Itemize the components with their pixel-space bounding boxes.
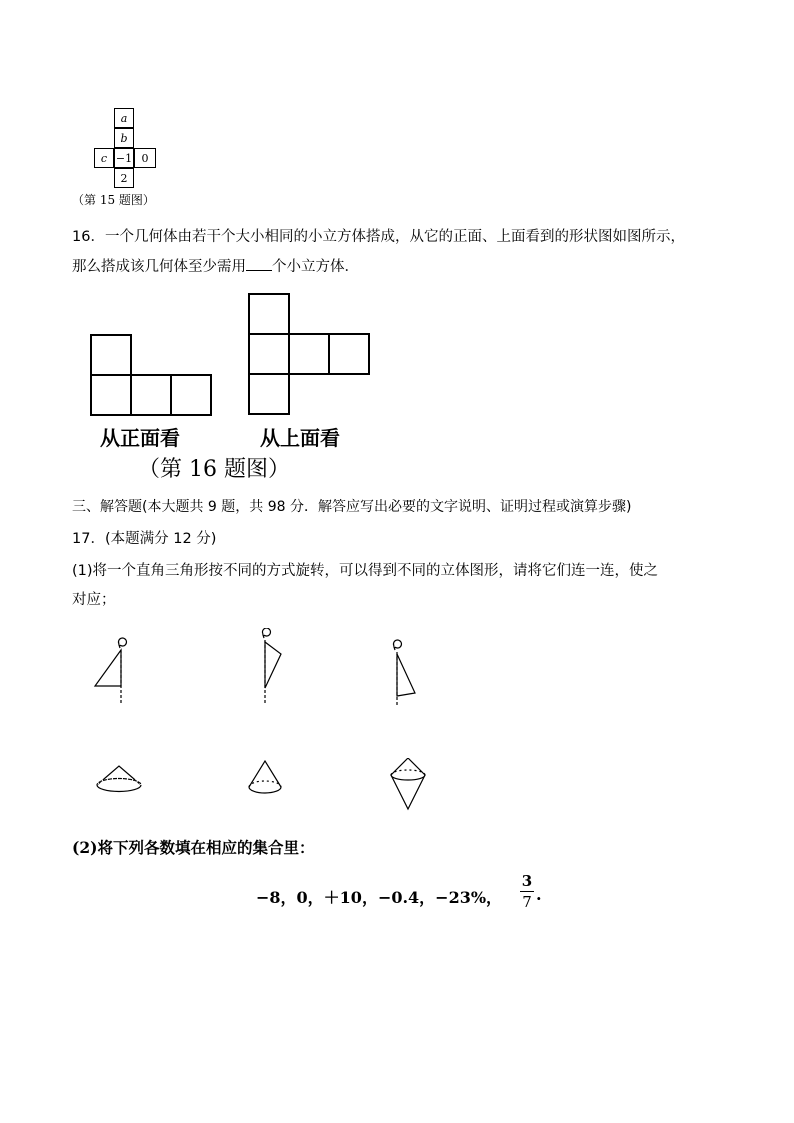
net-cell-two: 2 — [114, 168, 134, 188]
triangle-1 — [95, 638, 126, 704]
double-cone — [391, 758, 425, 809]
net-cell-c: c — [94, 148, 114, 168]
fraction-numerator: 3 — [521, 872, 533, 890]
top-view-label: 从上面看 — [260, 426, 340, 450]
q17-part1-line2: 对应； — [72, 592, 116, 608]
net-cell-b: b — [114, 128, 134, 148]
fraction-bar — [520, 891, 534, 892]
q16-text-part-b: 个小立方体． — [272, 259, 359, 275]
figure-15-caption: （第 15 题图） — [72, 193, 155, 207]
net-cell-a: a — [114, 108, 134, 128]
front-view — [91, 335, 211, 415]
answer-blank — [246, 256, 272, 271]
q16-text-line1: 16．一个几何体由若干个大小相同的小立方体搭成，从它的正面、上面看到的形状图如图所示， — [72, 229, 685, 245]
q17-part1-line1: (1)将一个直角三角形按不同的方式旋转，可以得到不同的立体图形，请将它们连一连，使之 — [72, 563, 659, 579]
fraction-three-sevenths — [520, 872, 534, 911]
cone-tall — [249, 761, 281, 793]
rotating-triangles-row — [88, 628, 438, 708]
fraction-denominator: 7 — [522, 893, 532, 911]
q16-text-line2 — [72, 256, 359, 277]
front-view-label: 从正面看 — [100, 426, 180, 450]
number-list: −8，0，＋10，−0.4，−23%， — [256, 888, 503, 907]
figure-16-caption: （第 16 题图） — [138, 457, 290, 482]
figure-16-views — [85, 288, 385, 423]
q17-part2-title: (2)将下列各数填在相应的集合里： — [72, 838, 315, 857]
net-cell-minus-one: −1 — [114, 148, 134, 168]
solids-row — [88, 758, 438, 818]
q17-header: 17．(本题满分 12 分) — [72, 531, 217, 547]
section-3-heading: 三、解答题(本大题共 9 题，共 98 分．解答应写出必要的文字说明、证明过程或演算步骤) — [72, 499, 632, 515]
q16-text-part-a: 那么搭成该几何体至少需用 — [72, 259, 246, 275]
number-list-end: . — [536, 885, 542, 904]
triangle-3 — [393, 640, 415, 706]
net-cell-zero: 0 — [134, 148, 156, 168]
top-view — [249, 294, 369, 414]
cone-wide — [97, 766, 141, 792]
triangle-2 — [262, 628, 281, 704]
